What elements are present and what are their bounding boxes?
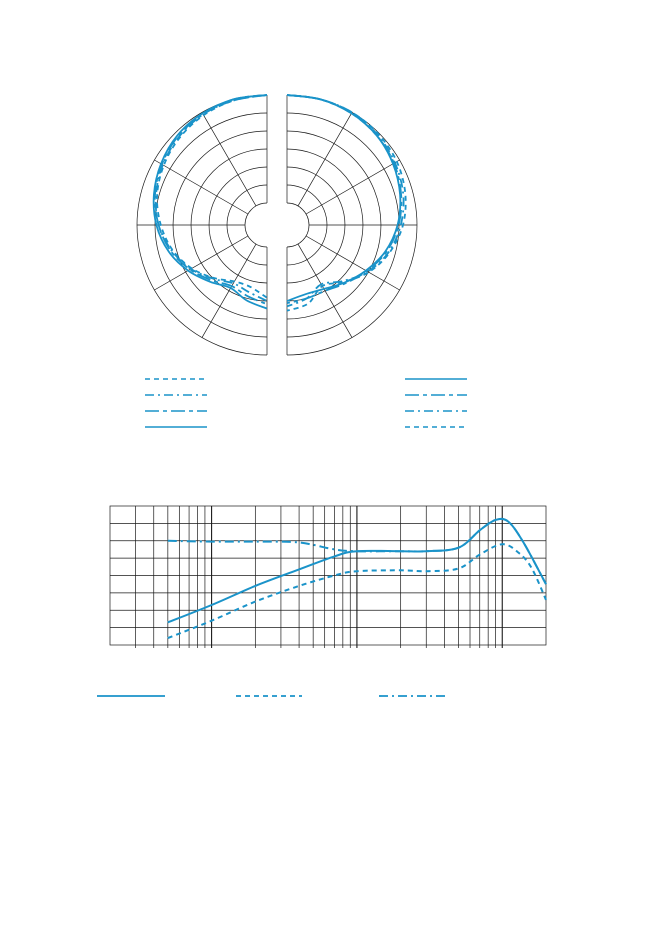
polar-ring-left: [245, 203, 267, 247]
polar-pattern-chart: [0, 0, 662, 380]
polar-legend: [0, 368, 662, 438]
polar-series-R1: [287, 95, 400, 301]
polar-series-L2: [156, 95, 267, 301]
frequency-legend: [0, 682, 662, 712]
polar-series-R4: [287, 95, 406, 311]
polar-ring-right: [287, 203, 309, 247]
frequency-response-chart: [0, 490, 662, 660]
polar-series-R3: [287, 95, 404, 306]
polar-series-L3: [155, 95, 267, 304]
